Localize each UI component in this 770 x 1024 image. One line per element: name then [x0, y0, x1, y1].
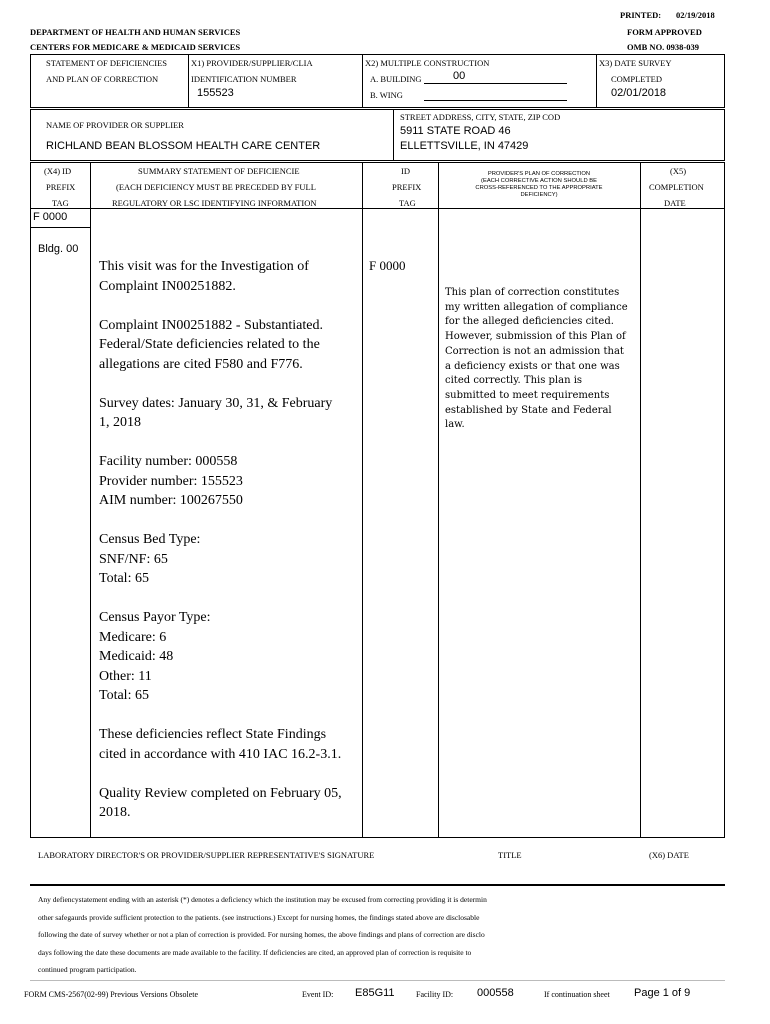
address-line1: 5911 STATE ROAD 46: [400, 125, 511, 137]
summary-line: These deficiencies reflect State Findings: [99, 727, 327, 742]
survey-date-value: 02/01/2018: [611, 87, 667, 99]
facility-id-label: Facility ID:: [416, 990, 454, 999]
event-id-value: E85G11: [355, 987, 395, 999]
x4-id-label: (X4) ID: [44, 166, 72, 176]
summary-paragraph: [99, 257, 359, 296]
plan-header-2: (EACH CORRECTIVE ACTION SHOULD BE: [481, 178, 597, 184]
summary-header-2: (EACH DEFICIENCY MUST BE PRECEDED BY FULL: [116, 182, 316, 192]
summary-paragraph: [99, 452, 359, 511]
plan-line: for the alleged deficiencies cited.: [445, 316, 614, 328]
summary-line: cited in accordance with 410 IAC 16.2-3.1.: [99, 746, 342, 762]
plan-of-correction-text: [445, 286, 637, 433]
summary-line: Federal/State deficiencies related to the: [99, 337, 320, 352]
plan-line: However, submission of this Plan of: [445, 331, 626, 343]
plan-header-4: DEFICIENCY): [520, 192, 558, 198]
summary-line: Total: 65: [99, 571, 149, 586]
summary-paragraph: [99, 394, 359, 433]
plan-line: submitted to meet requirements: [445, 389, 610, 401]
plan-line: my written allegation of compliance: [445, 301, 628, 313]
summary-line: allegations are cited F580 and F776.: [99, 356, 303, 372]
summary-line: Survey dates: January 30, 31, & February: [99, 395, 333, 411]
address-label: STREET ADDRESS, CITY, STATE, ZIP COD: [400, 112, 561, 122]
tag-right: F 0000: [369, 258, 406, 273]
form-approved: FORM APPROVED: [627, 27, 702, 37]
signature-date-label: (X6) DATE: [649, 850, 689, 860]
summary-line: Other: 11: [99, 668, 152, 684]
summary-paragraph: [99, 725, 359, 764]
summary-header-3: REGULATORY OR LSC IDENTIFYING INFORMATION: [112, 198, 317, 208]
summary-line: Total: 65: [99, 688, 149, 703]
x4-prefix-label: PREFIX: [46, 182, 76, 192]
plan-line: Correction is not an admission that: [445, 345, 624, 357]
summary-paragraph: [99, 530, 359, 589]
completed-label: COMPLETED: [611, 74, 662, 84]
summary-line: 2018.: [99, 805, 131, 820]
date-label: DATE: [664, 198, 686, 208]
summary-line: 1, 2018: [99, 415, 141, 430]
summary-paragraph: [99, 608, 359, 706]
plan-header-3: CROSS-REFERENCED TO THE APPROPRIATE: [475, 185, 603, 191]
disclaimer-line: continued program participation.: [38, 965, 137, 974]
summary-line: Complaint IN00251882 - Substantiated.: [99, 317, 323, 333]
summary-line: Medicare: 6: [99, 629, 167, 645]
x1-label: X1) PROVIDER/SUPPLIER/CLIA: [191, 58, 313, 68]
plan-line: This plan of correction constitutes: [445, 287, 620, 298]
summary-line: SNF/NF: 65: [99, 551, 168, 567]
centers-title: CENTERS FOR MEDICARE & MEDICAID SERVICES: [30, 42, 241, 52]
plan-line: established by State and Federal: [445, 404, 612, 416]
title-label: TITLE: [498, 850, 522, 860]
x3-label: X3) DATE SURVEY: [599, 58, 672, 68]
disclaimer-line: other safegaurds provide sufficient protection to the patients. (see instructions.) Except for nursing homes, the findings stated above are disclosable: [38, 912, 480, 922]
plan-line: cited correctly. This plan is: [445, 375, 583, 387]
director-signature-label: LABORATORY DIRECTOR'S OR PROVIDER/SUPPLIER REPRESENTATIVE'S SIGNATURE: [38, 850, 375, 860]
id-tag-label: TAG: [399, 198, 416, 208]
id-prefix-label: PREFIX: [392, 182, 422, 192]
provider-name-value: RICHLAND BEAN BLOSSOM HEALTH CARE CENTER: [46, 140, 321, 152]
statement-label: STATEMENT OF DEFICIENCIES: [46, 58, 168, 68]
plan-of-correction-header: [440, 171, 638, 199]
omb-number: OMB NO. 0938-039: [627, 42, 700, 52]
summary-statement: [99, 257, 359, 823]
x5-label: (X5): [670, 166, 687, 176]
summary-paragraph: [99, 784, 359, 823]
printed-label: PRINTED:: [620, 10, 662, 20]
plan-header-1: PROVIDER'S PLAN OF CORRECTION: [487, 171, 591, 177]
completion-label: COMPLETION: [649, 182, 704, 192]
wing-label: B. WING: [370, 90, 403, 100]
identification-label: IDENTIFICATION NUMBER: [191, 74, 297, 84]
disclaimer-line: following the date of survey whether or not a plan of correction is provided. For nursing homes, the above findings and plans of correction are disclo: [38, 930, 485, 939]
plan-line: law.: [445, 419, 465, 431]
provider-name-label: NAME OF PROVIDER OR SUPPLIER: [46, 120, 184, 130]
address-line2: ELLETTSVILLE, IN 47429: [400, 140, 529, 152]
id-label: ID: [401, 166, 410, 176]
provider-id-value: 155523: [197, 87, 234, 99]
plan-line: a deficiency exists or that one was: [445, 360, 620, 372]
facility-id-value: 000558: [477, 987, 514, 999]
summary-header-1: SUMMARY STATEMENT OF DEFICIENCIE: [138, 166, 300, 176]
disclaimer-line: days following the date these documents are made available to the facility. If deficiencies are cited, an approved plan of correction is requisite to: [38, 947, 472, 957]
department-title: DEPARTMENT OF HEALTH AND HUMAN SERVICES: [30, 27, 241, 37]
tag-left: F 0000: [33, 211, 68, 223]
summary-line: Facility number: 000558: [99, 454, 238, 469]
building-tag: Bldg. 00: [38, 243, 79, 255]
summary-line: Census Payor Type:: [99, 610, 211, 625]
form-number: FORM CMS-2567(02-99) Previous Versions Obsolete: [24, 990, 199, 999]
page-number: Page 1 of 9: [634, 987, 691, 999]
disclaimer-line: Any defiencystatement ending with an asterisk (*) denotes a deficiency which the institution may be excused from correcting providing it is determin: [38, 895, 487, 904]
x2-label: X2) MULTIPLE CONSTRUCTION: [365, 58, 490, 68]
summary-line: Quality Review completed on February 05,: [99, 785, 342, 801]
summary-line: Census Bed Type:: [99, 532, 201, 547]
building-label: A. BUILDING: [370, 74, 422, 84]
event-id-label: Event ID:: [302, 990, 334, 999]
building-value: 00: [453, 70, 466, 82]
summary-line: This visit was for the Investigation of: [99, 259, 309, 274]
summary-paragraph: [99, 316, 359, 375]
summary-line: Provider number: 155523: [99, 473, 243, 489]
summary-line: Complaint IN00251882.: [99, 278, 236, 294]
plan-label: AND PLAN OF CORRECTION: [46, 74, 159, 84]
x4-tag-label: TAG: [52, 198, 69, 208]
printed-date: 02/19/2018: [676, 10, 715, 20]
summary-line: AIM number: 100267550: [99, 493, 243, 508]
summary-line: Medicaid: 48: [99, 649, 174, 664]
continuation-label: If continuation sheet: [544, 990, 610, 999]
disclaimer: [38, 891, 728, 979]
